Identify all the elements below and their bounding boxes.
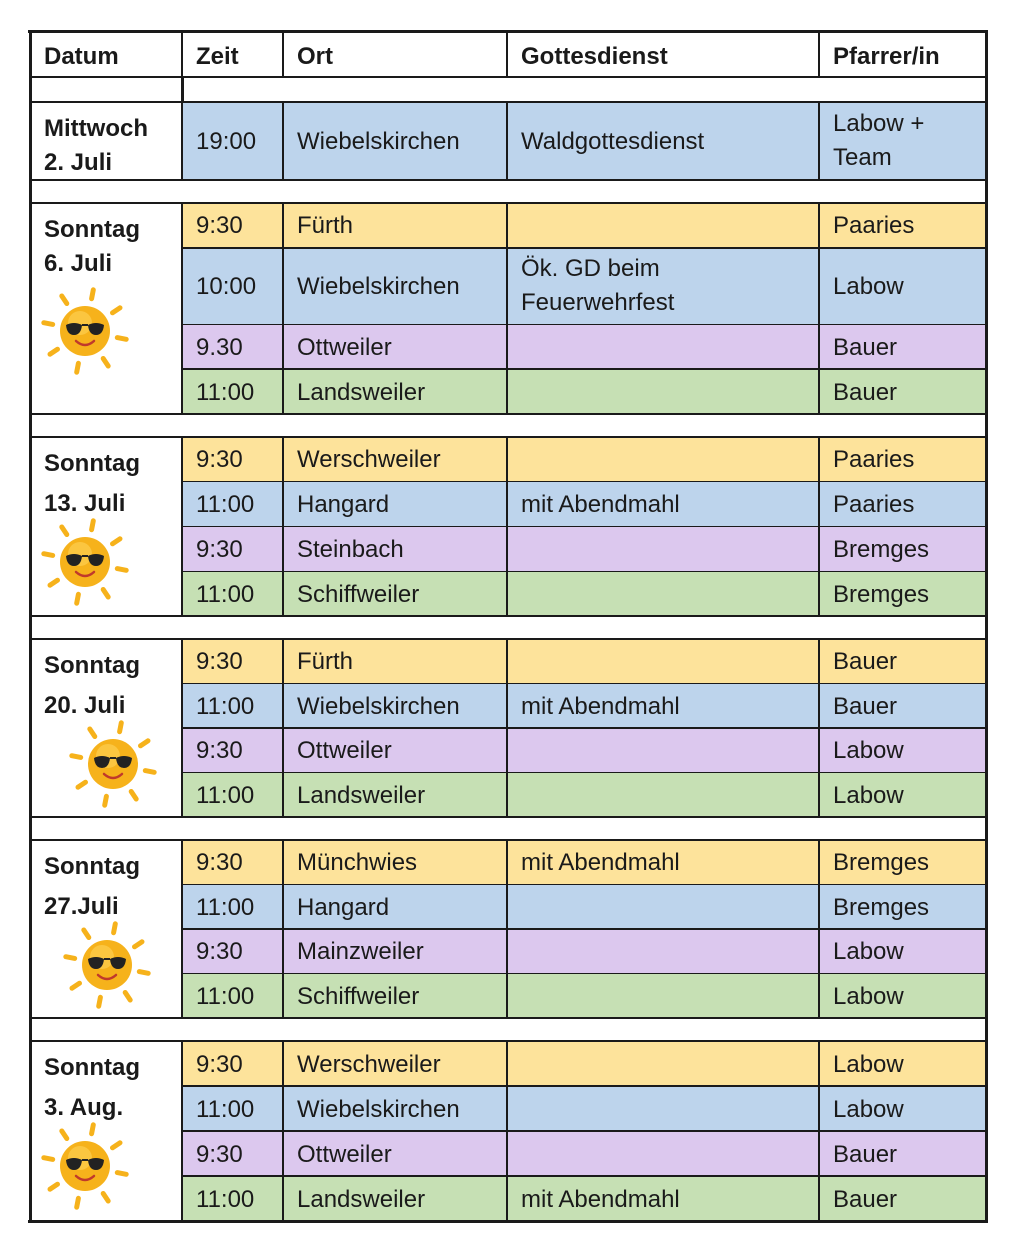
place-cell: Ottweiler xyxy=(297,1140,392,1168)
grid-line xyxy=(182,884,986,885)
time-cell: 11:00 xyxy=(196,491,255,519)
grid-line xyxy=(30,436,986,438)
date-label: 20. Juli xyxy=(44,692,126,719)
grid-line xyxy=(182,368,986,369)
header-datum: Datum xyxy=(44,43,119,70)
header-pfarrer: Pfarrer/in xyxy=(833,43,940,70)
grid-line xyxy=(182,247,986,248)
date-label: 27.Juli xyxy=(44,893,119,920)
service-cell: mit Abendmahl xyxy=(521,692,680,720)
service-cell: Waldgottesdienst xyxy=(521,128,705,155)
grid-line xyxy=(30,413,986,415)
date-day-label: Sonntag xyxy=(44,853,140,880)
place-cell: Schiffweiler xyxy=(297,580,420,608)
pastor-cell: Labow xyxy=(833,982,904,1010)
place-cell: Landsweiler xyxy=(297,1185,426,1213)
place-cell: Wiebelskirchen xyxy=(297,273,460,301)
sun-with-sunglasses-icon xyxy=(63,714,163,814)
date-day-label: Sonntag xyxy=(44,216,140,243)
place-cell: Fürth xyxy=(297,212,354,240)
place-cell: Steinbach xyxy=(297,535,404,563)
sun-with-sunglasses-icon xyxy=(35,512,135,612)
pastor-cell: Labow + Team xyxy=(833,110,925,171)
time-cell: 11:00 xyxy=(196,1095,255,1123)
grid-line xyxy=(182,683,986,684)
service-cell: Ök. GD beim Feuerwehrfest xyxy=(521,255,675,317)
place-cell: Schiffweiler xyxy=(297,982,420,1010)
grid-line xyxy=(506,31,508,77)
pastor-cell: Bremges xyxy=(833,535,930,563)
grid-line xyxy=(182,571,986,572)
place-cell: Hangard xyxy=(297,893,390,921)
time-cell: 9:30 xyxy=(196,446,243,474)
pastor-cell: Bremges xyxy=(833,849,930,877)
grid-line xyxy=(506,203,508,414)
header-gottesdienst: Gottesdienst xyxy=(521,43,668,70)
grid-line xyxy=(182,973,986,974)
grid-line xyxy=(182,526,986,527)
grid-line xyxy=(181,77,184,102)
grid-line xyxy=(30,1017,986,1019)
grid-line xyxy=(181,102,183,180)
place-cell: Ottweiler xyxy=(297,737,392,765)
time-cell: 9:30 xyxy=(196,535,243,563)
grid-line xyxy=(29,31,32,1221)
grid-line xyxy=(182,727,986,728)
time-cell: 9.30 xyxy=(196,333,243,361)
place-cell: Werschweiler xyxy=(297,446,441,474)
grid-line xyxy=(30,1220,986,1222)
pastor-cell: Paaries xyxy=(833,491,915,519)
pastor-cell: Bremges xyxy=(833,893,930,921)
grid-line xyxy=(30,615,986,617)
time-cell: 11:00 xyxy=(196,378,255,406)
place-cell: Wiebelskirchen xyxy=(297,128,460,155)
pastor-cell: Paaries xyxy=(833,446,915,474)
grid-line xyxy=(182,481,986,482)
grid-line xyxy=(818,31,820,77)
grid-line xyxy=(182,928,986,929)
grid-line xyxy=(181,203,183,414)
time-cell: 11:00 xyxy=(196,580,255,608)
sun-with-sunglasses-icon xyxy=(35,281,135,381)
header-ort: Ort xyxy=(297,43,333,70)
pastor-cell: Labow xyxy=(833,1095,904,1123)
grid-line xyxy=(282,31,284,77)
pastor-cell: Bremges xyxy=(833,580,930,608)
grid-line xyxy=(818,203,820,414)
pastor-cell: Bauer xyxy=(833,692,898,720)
time-cell: 9:30 xyxy=(196,1050,243,1078)
grid-line xyxy=(30,839,986,841)
place-cell: Ottweiler xyxy=(297,333,392,361)
date-day-label: Sonntag xyxy=(44,1054,140,1081)
pastor-cell: Labow xyxy=(833,737,904,765)
grid-line xyxy=(985,31,988,1221)
grid-line xyxy=(28,30,988,33)
time-cell: 10:00 xyxy=(196,273,257,301)
grid-line xyxy=(182,1175,986,1176)
place-cell: Wiebelskirchen xyxy=(297,1095,460,1123)
pastor-cell: Bauer xyxy=(833,1140,898,1168)
grid-line xyxy=(182,324,986,325)
grid-line xyxy=(30,101,986,103)
sun-with-sunglasses-icon xyxy=(57,915,157,1015)
grid-line xyxy=(30,76,986,78)
place-cell: Landsweiler xyxy=(297,781,426,809)
header-zeit: Zeit xyxy=(196,43,239,70)
grid-line xyxy=(181,31,183,77)
grid-line xyxy=(818,102,820,180)
time-cell: 9:30 xyxy=(196,212,243,240)
grid-line xyxy=(30,1040,986,1042)
time-cell: 19:00 xyxy=(196,128,257,155)
service-cell: mit Abendmahl xyxy=(521,1185,680,1213)
grid-line xyxy=(30,816,986,818)
grid-line xyxy=(30,202,986,204)
time-cell: 9:30 xyxy=(196,1140,243,1168)
place-cell: Landsweiler xyxy=(297,378,426,406)
grid-line xyxy=(30,179,986,181)
pastor-cell: Bauer xyxy=(833,378,898,406)
date-day-label: Sonntag xyxy=(44,652,140,679)
time-cell: 9:30 xyxy=(196,938,243,966)
place-cell: Münchwies xyxy=(297,849,418,877)
service-cell: mit Abendmahl xyxy=(521,849,680,877)
grid-line xyxy=(282,203,284,414)
date-day-label: Mittwoch xyxy=(44,115,148,142)
time-cell: 11:00 xyxy=(196,692,255,720)
grid-line xyxy=(182,1130,986,1131)
place-cell: Fürth xyxy=(297,648,354,676)
pastor-cell: Labow xyxy=(833,781,904,809)
pastor-cell: Bauer xyxy=(833,648,898,676)
time-cell: 9:30 xyxy=(196,849,243,877)
date-day-label: Sonntag xyxy=(44,450,140,477)
place-cell: Hangard xyxy=(297,491,390,519)
date-label: 6. Juli xyxy=(44,250,113,277)
place-cell: Wiebelskirchen xyxy=(297,692,460,720)
service-cell: mit Abendmahl xyxy=(521,491,680,519)
time-cell: 11:00 xyxy=(196,1185,255,1213)
pastor-cell: Bauer xyxy=(833,1185,898,1213)
pastor-cell: Labow xyxy=(833,1050,904,1078)
date-label: 13. Juli xyxy=(44,490,126,517)
place-cell: Mainzweiler xyxy=(297,938,424,966)
time-cell: 11:00 xyxy=(196,893,255,921)
pastor-cell: Bauer xyxy=(833,333,898,361)
pastor-cell: Labow xyxy=(833,938,904,966)
time-cell: 9:30 xyxy=(196,648,243,676)
grid-line xyxy=(182,1085,986,1086)
grid-line xyxy=(506,102,508,180)
grid-line xyxy=(30,638,986,640)
time-cell: 9:30 xyxy=(196,737,243,765)
grid-line xyxy=(282,102,284,180)
sun-with-sunglasses-icon xyxy=(35,1116,135,1216)
pastor-cell: Labow xyxy=(833,273,904,301)
grid-line xyxy=(182,772,986,773)
place-cell: Werschweiler xyxy=(297,1050,441,1078)
time-cell: 11:00 xyxy=(196,982,255,1010)
pastor-cell: Paaries xyxy=(833,212,915,240)
date-label: 2. Juli xyxy=(44,149,113,176)
date-label: 3. Aug. xyxy=(44,1094,124,1121)
time-cell: 11:00 xyxy=(196,781,255,809)
